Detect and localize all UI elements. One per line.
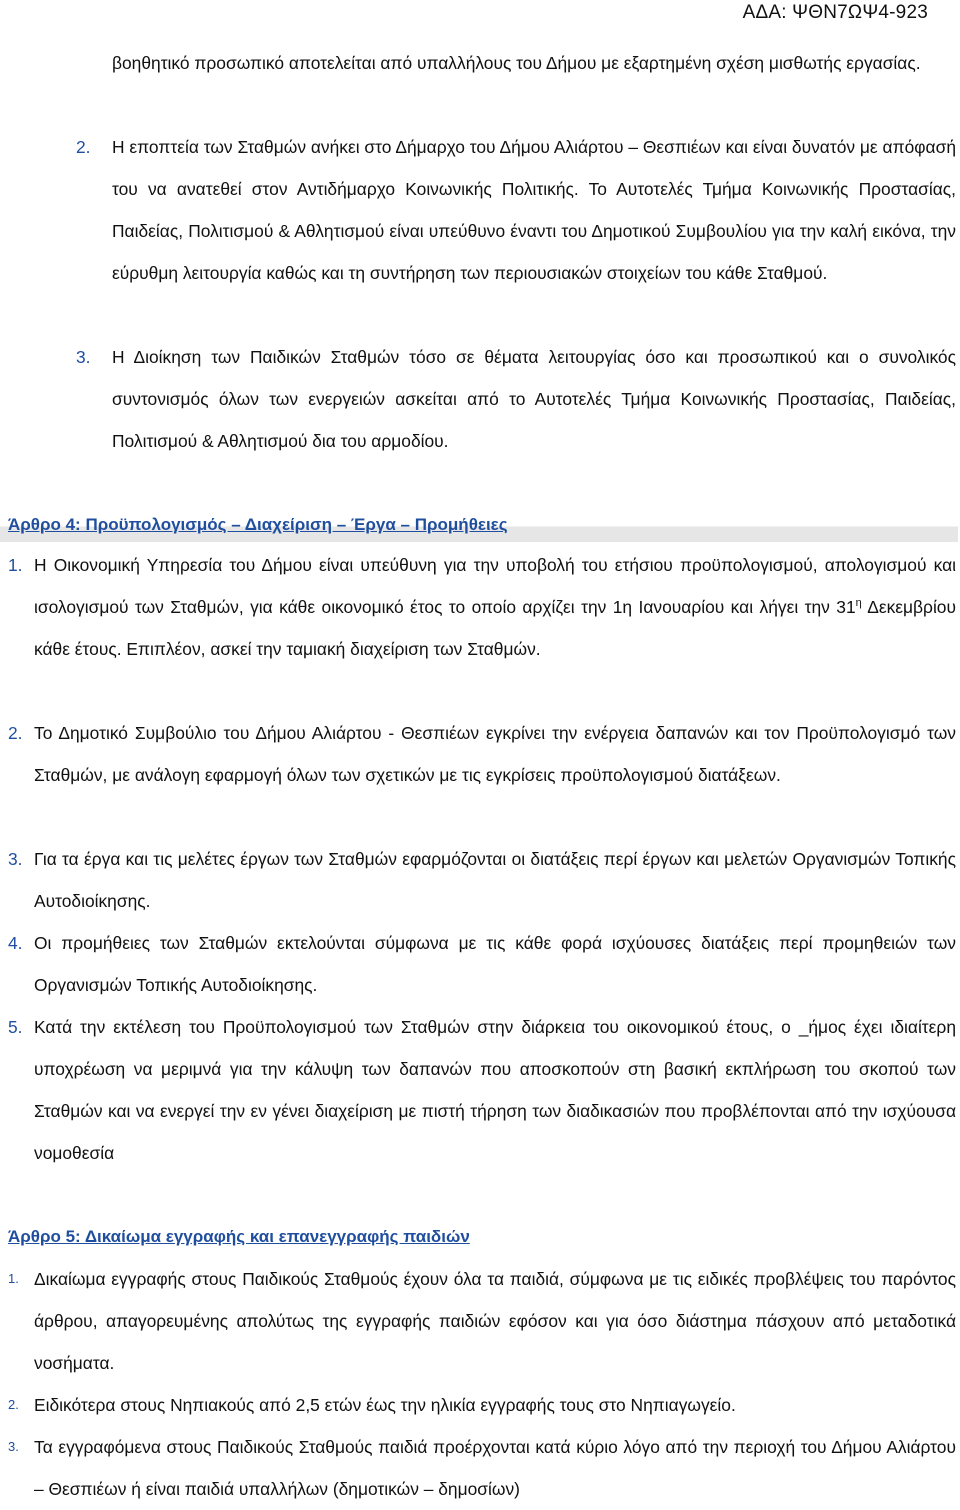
list-text: Δεκεμβρίου κάθε έτους. Επιπλέον, ασκεί την ταμιακή διαχείριση των Σταθμών.: [34, 597, 956, 659]
list-item: [0, 336, 956, 462]
list-item: [0, 838, 956, 922]
list-text: Το Δημοτικό Συμβούλιο του Δήμου Αλιάρτου - Θεσπιέων εγκρίνει την ενέργεια δαπανών και τον Προϋπολογισμό των Σταθμών, με ανάλογη εφαρμογή όλων των σχετικών με τις εγκρίσεις προϋπολογισμού διατάξεων.: [34, 723, 956, 785]
article5-heading: Άρθρο 5: Δικαίωμα εγγραφής και επανεγγραφής παιδιών: [8, 1227, 470, 1246]
list-number: 2.: [8, 1397, 19, 1412]
superscript: η: [855, 597, 862, 610]
list-text: Οι προμήθειες των Σταθμών εκτελούνται σύμφωνα με τις κάθε φορά ισχύουσες διατάξεις περί προμηθειών των Οργανισμών Τοπικής Αυτοδιοίκησης.: [34, 933, 956, 995]
list-item: [0, 1006, 956, 1174]
list-item: [0, 1258, 956, 1384]
paragraph-text: βοηθητικό προσωπικό αποτελείται από υπαλλήλους του Δήμου με εξαρτημένη σχέση μισθωτής εργασίας.: [112, 53, 921, 73]
list-number: 1.: [8, 1271, 19, 1286]
list-number: 3.: [76, 347, 91, 367]
article4-heading: Άρθρο 4: Προϋπολογισμός – Διαχείριση – Έργα – Προμήθειες: [0, 508, 958, 542]
list-text: Για τα έργα και τις μελέτες έργων των Σταθμών εφαρμόζονται οι διατάξεις περί έργων και μελετών Οργανισμών Τοπικής Αυτοδιοίκησης.: [34, 849, 956, 911]
list-item: [0, 922, 956, 1006]
list-item: [0, 1426, 956, 1510]
list-text: Η Οικονομική Υπηρεσία του Δήμου είναι υπεύθυνη για την υποβολή του ετήσιου προϋπολογισμού, απολογισμού και ισολογισμού των Σταθμών, για κάθε οικονομικό έτος το οποίο αρχίζει την 1η Ιανουαρίου και λήγει την 31: [34, 555, 956, 617]
list-item: [0, 1384, 956, 1426]
list-item: [0, 712, 956, 796]
list-text: Ειδικότερα στους Νηπιακούς από 2,5 ετών έως την ηλικία εγγραφής τους στο Νηπιαγωγείο.: [34, 1395, 736, 1415]
list-text: Τα εγγραφόμενα στους Παιδικούς Σταθμούς παιδιά προέρχονται κατά κύριο λόγο από την περιοχή του Δήμου Αλιάρτου – Θεσπιέων ή είναι παιδιά υπαλλήλων (δημοτικών – δημοσίων): [34, 1437, 956, 1499]
list-number: 5.: [8, 1017, 23, 1037]
list-number: 2.: [76, 137, 91, 157]
list-text: Δικαίωμα εγγραφής στους Παιδικούς Σταθμούς έχουν όλα τα παιδιά, σύμφωνα με τις ειδικές προβλέψεις του παρόντος άρθρου, απαγορευμένης απολύτως της εγγραφής παιδιών εφόσον και για όσο διάστημα πάσχουν από μεταδοτικά νοσήματα.: [34, 1269, 956, 1373]
list-number: 3.: [8, 849, 23, 869]
list-item: [0, 126, 956, 294]
list-text: Η εποπτεία των Σταθμών ανήκει στο Δήμαρχο του Δήμου Αλιάρτου – Θεσπιέων και είναι δυνατόν με απόφασή του να ανατεθεί στον Αντιδήμαρχο Κοινωνικής Πολιτικής. Το Αυτοτελές Τμήμα Κοινωνικής Προστασίας, Παιδείας, Πολιτισμού & Αθλητισμού είναι υπεύθυνο έναντι του Δημοτικού Συμβουλίου για την καλή εικόνα, την εύρυθμη λειτουργία καθώς και τη συντήρηση των περιουσιακών στοιχείων του κάθε Σταθμού.: [112, 137, 956, 283]
list-number: 3.: [8, 1439, 19, 1454]
list-number: 4.: [8, 933, 23, 953]
list-text: Η Διοίκηση των Παιδικών Σταθμών τόσο σε θέματα λειτουργίας όσο και προσωπικού και ο συνολικός συντονισμός όλων των ενεργειών ασκείται από το Αυτοτελές Τμήμα Κοινωνικής Προστασίας, Παιδείας, Πολιτισμού & Αθλητισμού δια του αρμοδίου.: [112, 347, 956, 451]
list-text: Κατά την εκτέλεση του Προϋπολογισμού των Σταθμών στην διάρκεια του οικονομικού έτους, ο _ήμος έχει ιδιαίτερη υποχρέωση να μεριμνά για την κάλυψη των δαπανών που αποσκοπούν στη βασική εκπλήρωση του σκοπού των Σταθμών και να ενεργεί την εν γένει διαχείριση με πιστή τήρηση των διαδικασιών που προβλέπονται από την ισχύουσα νομοθεσία: [34, 1017, 956, 1163]
paragraph-continuation: [0, 42, 956, 84]
list-number: 1.: [8, 555, 23, 575]
list-number: 2.: [8, 723, 23, 743]
ada-identifier: ΑΔΑ: ΨΘΝ7ΩΨ4-923: [742, 2, 928, 23]
list-item: [0, 544, 956, 670]
